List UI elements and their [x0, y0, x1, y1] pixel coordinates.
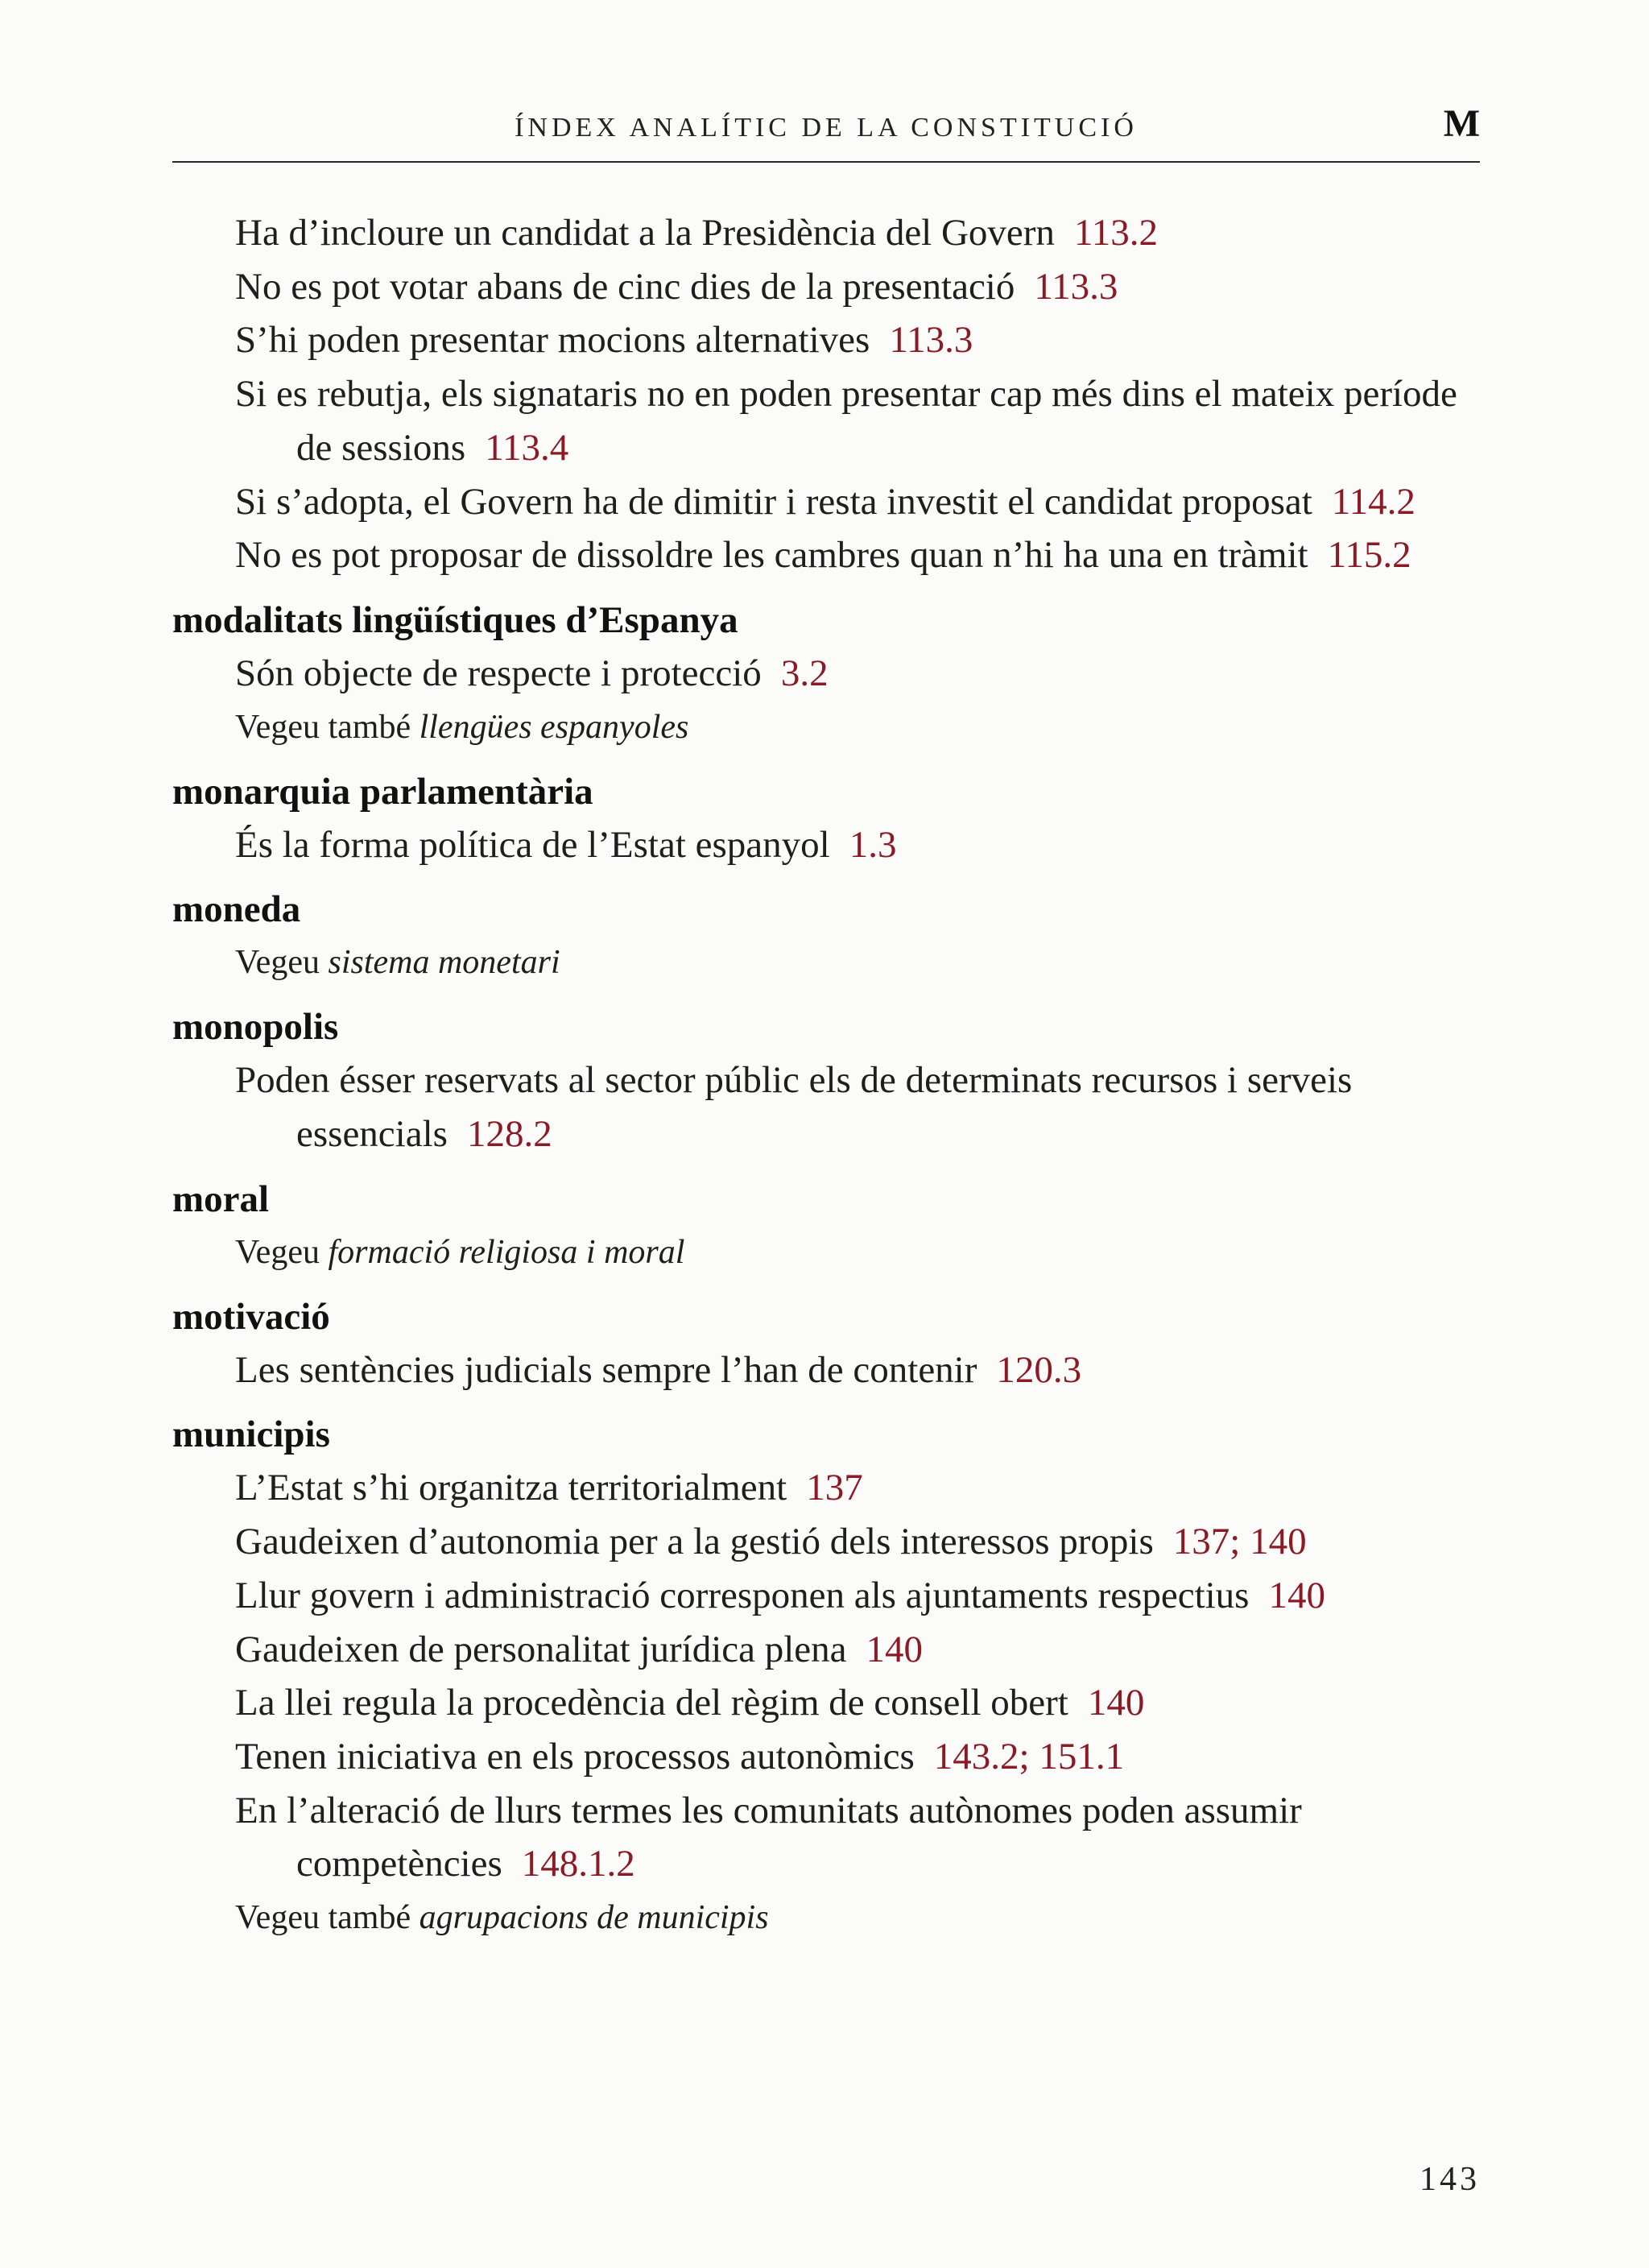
- subentry: [172, 1784, 1493, 1891]
- subentry: [172, 1515, 1493, 1569]
- subentry-text: Poden ésser reservats al sector públic els de determinats recursos i serveis essencials: [235, 1059, 1353, 1156]
- article-reference: 113.4: [485, 426, 569, 469]
- subentry-text: No es pot votar abans de cinc dies de la presentació: [235, 265, 1015, 308]
- index-entry: [172, 1408, 1493, 1944]
- subentry-text: Les sentències judicials sempre l’han de contenir: [235, 1348, 977, 1391]
- subentry-text: Gaudeixen d’autonomia per a la gestió dels interessos propis: [235, 1521, 1154, 1563]
- section-letter: M: [1443, 102, 1480, 145]
- article-reference: 140: [1087, 1682, 1145, 1724]
- see-target: llengües espanyoles: [419, 708, 689, 746]
- see-reference: [172, 1226, 1493, 1279]
- page-header: [172, 102, 1480, 163]
- subentry: [172, 647, 1493, 701]
- index-entry: [172, 594, 1493, 754]
- index-entry: [172, 206, 1493, 582]
- entry-term: motivació: [172, 1295, 330, 1338]
- see-target: agrupacions de municipis: [419, 1899, 769, 1937]
- index-entry: [172, 1000, 1493, 1161]
- subentry-text: És la forma política de l’Estat espanyol: [235, 823, 830, 866]
- subentry: [172, 260, 1493, 314]
- see-label: Vegeu: [235, 1233, 320, 1271]
- subentry: [172, 367, 1493, 474]
- entry-term: moneda: [172, 888, 301, 931]
- article-reference: 143.2; 151.1: [933, 1735, 1125, 1778]
- index-entry: [172, 765, 1493, 872]
- subentry: [172, 206, 1493, 260]
- see-label: Vegeu també: [235, 708, 411, 746]
- subentry-text: Si s’adopta, el Govern ha de dimitir i resta investit el candidat proposat: [235, 480, 1312, 523]
- article-reference: 3.2: [780, 652, 829, 694]
- see-reference: [172, 1891, 1493, 1944]
- subentry-text: Llur govern i administració corresponen als ajuntaments respectius: [235, 1574, 1250, 1616]
- subentry-text: En l’alteració de llurs termes les comunitats autònomes poden assumir competències: [235, 1789, 1302, 1885]
- subentry: [172, 1343, 1493, 1397]
- subentry: [172, 1461, 1493, 1515]
- article-reference: 137; 140: [1172, 1521, 1307, 1563]
- subentry-text: Són objecte de respecte i protecció: [235, 652, 762, 694]
- entry-term: monopolis: [172, 1006, 339, 1049]
- see-label: Vegeu també: [235, 1899, 411, 1937]
- index-entry: [172, 1290, 1493, 1397]
- entry-term: modalitats lingüístiques d’Espanya: [172, 598, 738, 641]
- subentry: [172, 818, 1493, 872]
- article-reference: 148.1.2: [521, 1843, 635, 1885]
- subentry: [172, 528, 1493, 582]
- subentry: [172, 313, 1493, 367]
- subentry: [172, 1623, 1493, 1677]
- entry-term: municipis: [172, 1413, 330, 1456]
- index-body: [172, 206, 1493, 1944]
- subentry-text: Si es rebutja, els signataris no en poden presentar cap més dins el mateix període de sessions: [235, 373, 1457, 469]
- article-reference: 114.2: [1331, 480, 1415, 523]
- article-reference: 137: [806, 1467, 863, 1509]
- see-reference: [172, 936, 1493, 989]
- subentry-text: Ha d’incloure un candidat a la Presidència del Govern: [235, 212, 1055, 254]
- article-reference: 113.3: [889, 319, 973, 362]
- entry-term: monarquia parlamentària: [172, 770, 593, 813]
- subentry-text: Tenen iniciativa en els processos autonòmics: [235, 1735, 915, 1778]
- subentry-text: L’Estat s’hi organitza territorialment: [235, 1467, 787, 1509]
- subentry-text: S’hi poden presentar mocions alternatives: [235, 319, 870, 362]
- article-reference: 140: [1268, 1574, 1325, 1616]
- page-number: 143: [1420, 2161, 1480, 2198]
- subentry-text: Gaudeixen de personalitat jurídica plena: [235, 1628, 847, 1670]
- article-reference: 1.3: [849, 823, 897, 866]
- index-entry: [172, 1173, 1493, 1279]
- entry-term: moral: [172, 1177, 270, 1220]
- article-reference: 115.2: [1327, 534, 1411, 577]
- index-entry: [172, 883, 1493, 989]
- see-target: sistema monetari: [328, 944, 560, 982]
- see-label: Vegeu: [235, 944, 320, 982]
- subentry: [172, 1053, 1493, 1161]
- article-reference: 120.3: [996, 1348, 1082, 1391]
- see-reference: [172, 701, 1493, 754]
- article-reference: 113.2: [1073, 212, 1158, 254]
- article-reference: 140: [866, 1628, 924, 1670]
- see-target: formació religiosa i moral: [328, 1233, 685, 1271]
- subentry: [172, 1730, 1493, 1784]
- subentry: [172, 475, 1493, 529]
- subentry: [172, 1569, 1493, 1623]
- article-reference: 113.3: [1034, 265, 1118, 308]
- subentry: [172, 1676, 1493, 1730]
- subentry-text: No es pot proposar de dissoldre les cambres quan n’hi ha una en tràmit: [235, 534, 1308, 577]
- subentry-text: La llei regula la procedència del règim de consell obert: [235, 1682, 1068, 1724]
- article-reference: 128.2: [466, 1113, 552, 1156]
- running-title: ÍNDEX ANALÍTIC DE LA CONSTITUCIÓ: [515, 113, 1138, 143]
